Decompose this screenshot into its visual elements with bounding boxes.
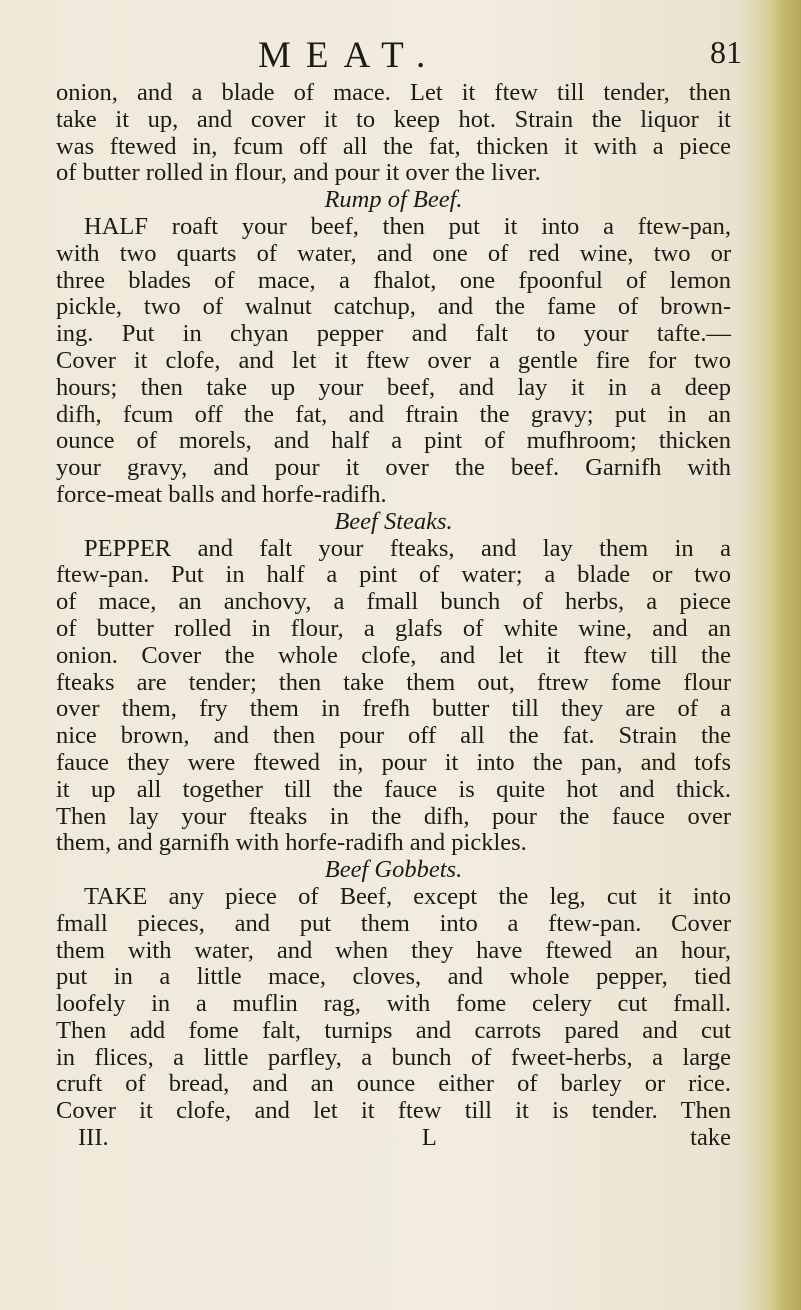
text-line: three blades of mace, a fhalot, one fpoonful of lemon (56, 266, 731, 294)
text-line: over them, fry them in frefh butter till they are of a (56, 695, 731, 723)
text-line: TAKE any piece of Beef, except the leg, cut it into (84, 882, 731, 910)
text-line: nice brown, and then pour off all the fat. Strain the (56, 722, 731, 750)
text-line: was ftewed in, fcum off all the fat, thicken it with a piece (56, 132, 731, 160)
running-head: MEAT. (258, 35, 441, 76)
text-line: cruft of bread, and an ounce either of barley or rice. (56, 1070, 731, 1098)
text-line: in flices, a little parfley, a bunch of fweet-herbs, a large (56, 1043, 731, 1071)
text-line: take it up, and cover it to keep hot. Strain the liquor it (56, 105, 731, 133)
text-line: fauce they were ftewed in, pour it into the pan, and tofs (56, 748, 731, 776)
text-line: Cover it clofe, and let it ftew till it is tender. Then (56, 1097, 731, 1125)
text-line: Then add fome falt, turnips and carrots pared and cut (56, 1016, 731, 1044)
text-line: ounce of morels, and half a pint of mufhroom; thicken (56, 427, 731, 455)
text-line: of mace, an anchovy, a fmall bunch of herbs, a piece (56, 588, 731, 616)
text-line: it up all together till the fauce is quite hot and thick. (56, 775, 731, 803)
text-line: pickle, two of walnut catchup, and the fame of brown- (56, 293, 731, 321)
text-line: them, and garnifh with horfe-radifh and pickles. (56, 829, 527, 857)
text-line: fteaks are tender; then take them out, ftrew fome flour (56, 668, 731, 696)
page-header (0, 34, 780, 74)
volume-number: III. (78, 1124, 109, 1152)
text-line: of butter rolled in flour, a glafs of white wine, and an (56, 614, 731, 642)
page-footer (56, 1125, 731, 1152)
text-line: your gravy, and pour it over the beef. Garnifh with (56, 454, 731, 482)
text-line: Then lay your fteaks in the difh, pour the fauce over (56, 802, 731, 830)
section-heading: Rump of Beef. (324, 186, 463, 214)
text-line: ftew-pan. Put in half a pint of water; a blade or two (56, 561, 731, 589)
text-line: fmall pieces, and put them into a ftew-pan. Cover (56, 909, 731, 937)
catchword: take (690, 1124, 731, 1152)
text-line: ing. Put in chyan pepper and falt to your tafte.— (56, 320, 731, 348)
text-line: of butter rolled in flour, and pour it over the liver. (56, 159, 541, 187)
text-line: them with water, and when they have ftewed an hour, (56, 936, 731, 964)
text-line: difh, fcum off the fat, and ftrain the gravy; put in an (56, 400, 731, 428)
text-line: loofely in a muflin rag, with fome celery cut fmall. (56, 990, 731, 1018)
text-line: put in a little mace, cloves, and whole pepper, tied (56, 963, 731, 991)
text-line: with two quarts of water, and one of red wine, two or (56, 239, 731, 267)
signature-mark: L (421, 1124, 437, 1152)
page-edge (767, 0, 801, 1310)
text-line: onion, and a blade of mace. Let it ftew till tender, then (56, 79, 731, 106)
text-line: PEPPER and falt your fteaks, and lay them in a (84, 534, 731, 562)
text-line: onion. Cover the whole clofe, and let it ftew till the (56, 641, 731, 669)
section-heading: Beef Gobbets. (324, 856, 463, 884)
text-line: Cover it clofe, and let it ftew over a gentle fire for two (56, 346, 731, 374)
text-line: force-meat balls and horfe-radifh. (56, 480, 387, 508)
body-text (56, 80, 731, 1152)
section-heading: Beef Steaks. (334, 507, 453, 535)
text-line: HALF roaft your beef, then put it into a ftew-pan, (84, 212, 731, 240)
text-line: hours; then take up your beef, and lay it in a deep (56, 373, 731, 401)
page-number: 81 (710, 34, 742, 70)
